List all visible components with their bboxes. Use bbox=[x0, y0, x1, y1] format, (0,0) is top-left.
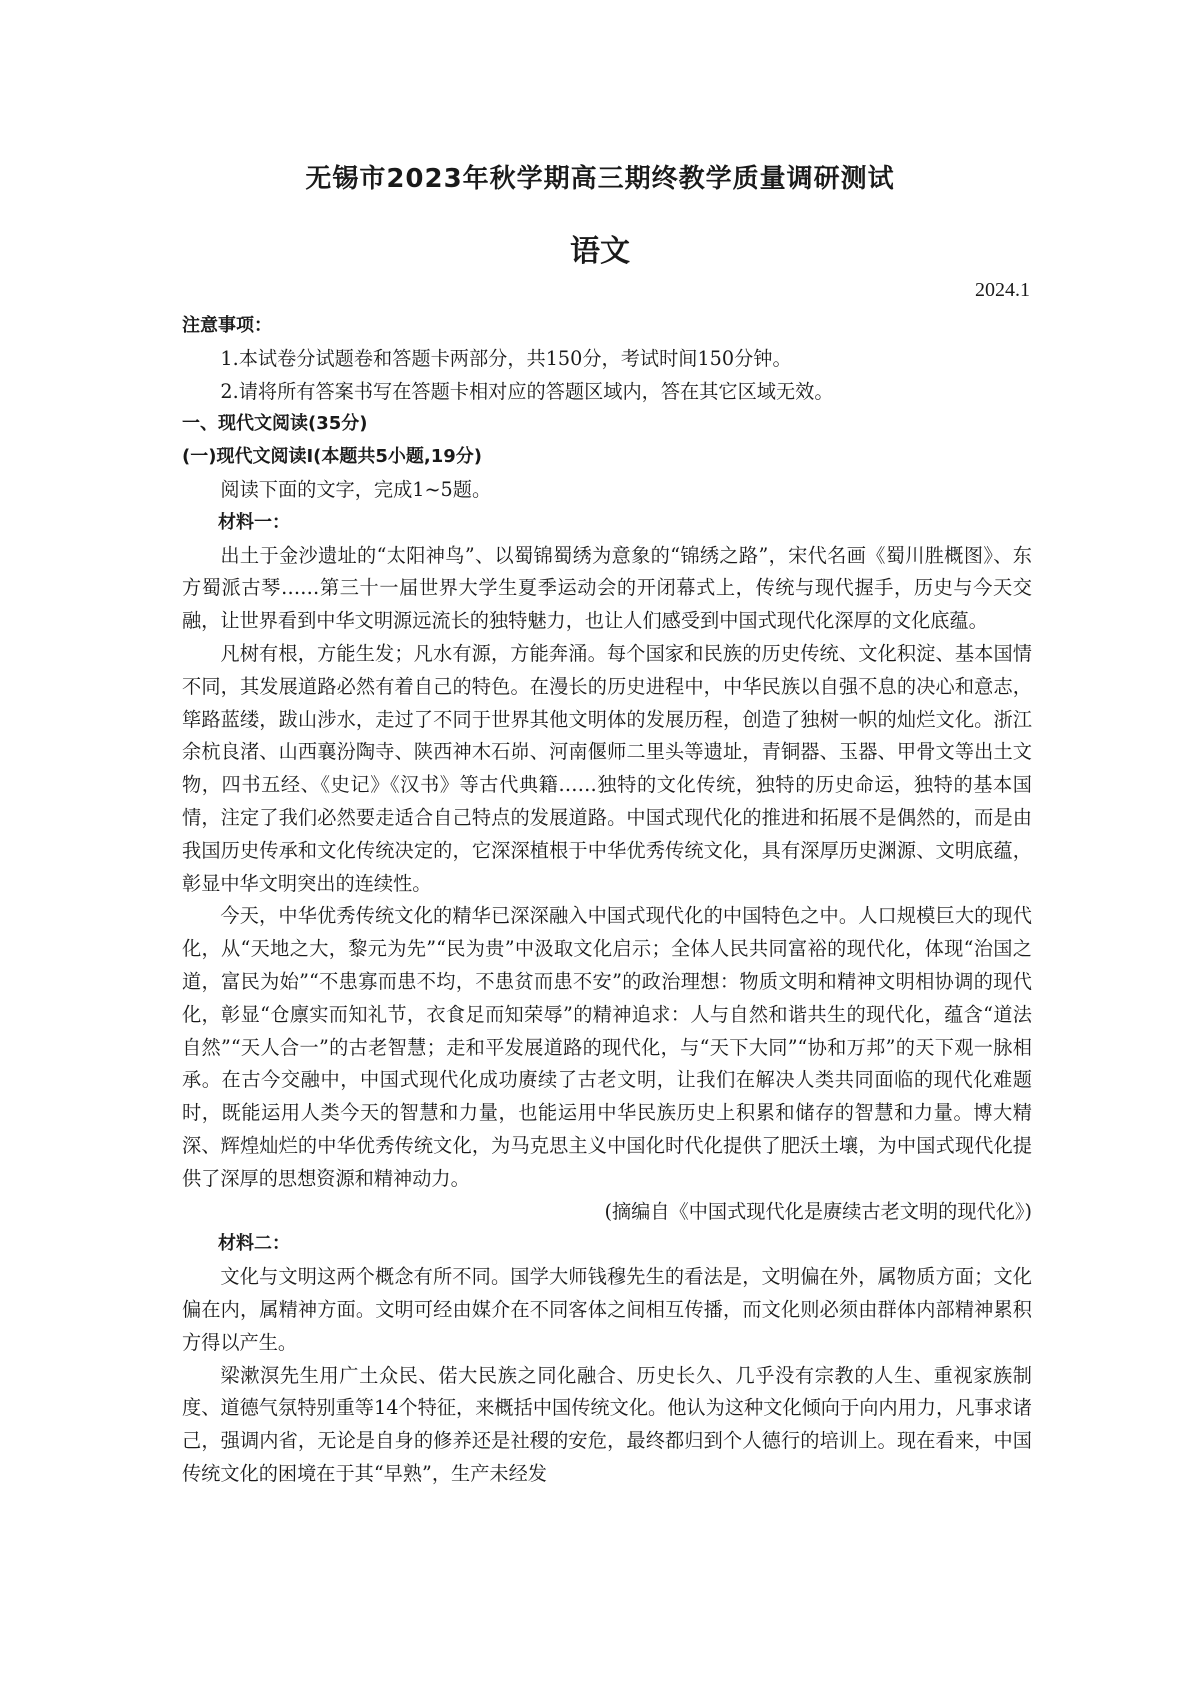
material-one-paragraph: 出土于金沙遗址的“太阳神鸟”、以蜀锦蜀绣为意象的“锦绣之路”，宋代名画《蜀川胜概图》、东方蜀派古琴……第三十一届世界大学生夏季运动会的开闭幕式上，传统与现代握手，历史与今天交融，让世界看到中华文明源远流长的独特魅力，也让人们感受到中国式现代化深厚的文化底蕴。 bbox=[182, 543, 1032, 633]
reading-instruction: 阅读下面的文字，完成1~5题。 bbox=[220, 477, 492, 501]
notice-item: 1.本试卷分试题卷和答题卡两部分，共150分，考试时间150分钟。 bbox=[220, 346, 792, 370]
material-one-paragraph: 今天，中华优秀传统文化的精华已深深融入中国式现代化的中国特色之中。人口规模巨大的现代化，从“天地之大，黎元为先”“民为贵”中汲取文化启示；全体人民共同富裕的现代化，体现“治国之道，富民为始”“不患寡而患不均，不患贫而患不安”的政治理想：物质文明和精神文明相协调的现代化，彰显“仓廪实而知礼节，衣食足而知荣辱”的精神追求：人与自然和谐共生的现代化，蕴含“道法自然”“天人合一”的古老智慧；走和平发展道路的现代化，与“天下大同”“协和万邦”的天下观一脉相承。在古今交融中，中国式现代化成功赓续了古老文明，让我们在解决人类共同面临的现代化难题时，既能运用人类今天的智慧和力量，也能运用中华民族历史上积累和储存的智慧和力量。博大精深、辉煌灿烂的中华优秀传统文化，为马克思主义中国化时代化提供了肥沃土壤，为中国式现代化提供了深厚的思想资源和精神动力。 bbox=[182, 904, 1032, 1190]
section-heading: 一、现代文阅读(35分) bbox=[182, 413, 368, 435]
material-one-label: 材料一： bbox=[218, 511, 290, 533]
material-one-source: (摘编自《中国式现代化是赓续古老文明的现代化》) bbox=[604, 1199, 1032, 1223]
exam-title: 无锡市2023年秋学期高三期终教学质量调研测试 bbox=[305, 164, 895, 194]
subject-title: 语文 bbox=[570, 234, 630, 269]
material-two-paragraph: 梁漱溟先生用广土众民、偌大民族之同化融合、历史长久、几乎没有宗教的人生、重视家族制度、道德气氛特别重等14个特征，来概括中国传统文化。他认为这种文化倾向于向内用力，凡事求诸己，强调内省，无论是自身的修养还是社稷的安危，最终都归到个人德行的培训上。现在看来，中国传统文化的困境在于其“早熟”，生产未经发 bbox=[182, 1363, 1032, 1485]
exam-content bbox=[182, 310, 1032, 1491]
notice-heading: 注意事项： bbox=[182, 315, 272, 336]
material-two-label: 材料二： bbox=[218, 1233, 290, 1255]
exam-date: 2024.1 bbox=[975, 279, 1030, 301]
sub-section-heading: (一)现代文阅读Ⅰ(本题共5小题,19分) bbox=[182, 446, 483, 468]
material-two-paragraph: 文化与文明这两个概念有所不同。国学大师钱穆先生的看法是，文明偏在外，属物质方面；文化偏在内，属精神方面。文明可经由媒介在不同客体之间相互传播，而文化则必须由群体内部精神累积方得以产生。 bbox=[182, 1265, 1032, 1354]
notice-item: 2.请将所有答案书写在答题卡相对应的答题区域内，答在其它区域无效。 bbox=[220, 379, 834, 403]
material-one-paragraph: 凡树有根，方能生发；凡水有源，方能奔涌。每个国家和民族的历史传统、文化积淀、基本国情不同，其发展道路必然有着自己的特色。在漫长的历史进程中，中华民族以自强不息的决心和意志，筚路蓝缕，跋山涉水，走过了不同于世界其他文明体的发展历程，创造了独树一帜的灿烂文化。浙江余杭良渚、山西襄汾陶寺、陕西神木石峁、河南偃师二里头等遗址，青铜器、玉器、甲骨文等出土文物，四书五经、《史记》《汉书》等古代典籍……独特的文化传统，独特的历史命运，独特的基本国情，注定了我们必然要走适合自己特点的发展道路。中国式现代化的推进和拓展不是偶然的，而是由我国历史传承和文化传统决定的，它深深植根于中华优秀传统文化，具有深厚历史渊源、文明底蕴，彰显中华文明突出的连续性。 bbox=[182, 641, 1032, 895]
